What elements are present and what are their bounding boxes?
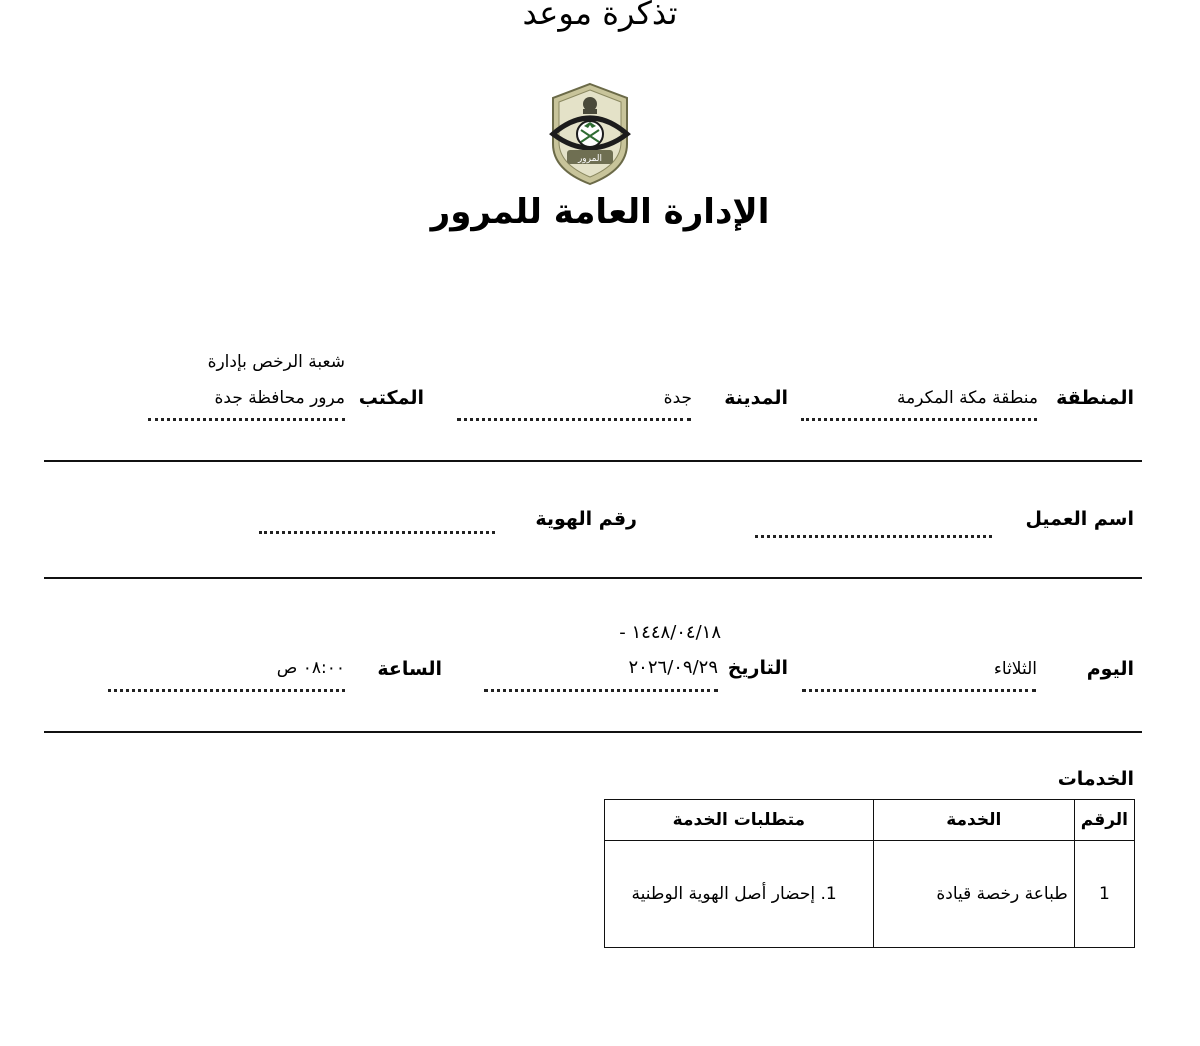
row-requirement: 1. إحضار أصل الهوية الوطنية [605,841,874,948]
client-name-label: اسم العميل [1025,508,1134,530]
document-title: تذكرة موعد [522,0,678,32]
day-value: الثلاثاء [993,659,1037,679]
section-divider-3 [44,731,1142,733]
date-hijri: ١٤٤٨/٠٤/١٨ - [619,622,721,643]
header-service: الخدمة [873,800,1074,841]
id-number-dotted-line [259,531,495,534]
region-value: منطقة مكة المكرمة [896,388,1038,408]
section-divider-2 [44,577,1142,579]
region-dotted-line [801,418,1037,421]
traffic-department-logo [547,82,633,186]
agency-name: الإدارة العامة للمرور [430,192,770,232]
day-label: اليوم [1086,658,1134,680]
region-label: المنطقة [1056,387,1134,409]
section-divider-1 [44,460,1142,462]
row-number: 1 [1074,841,1134,948]
header-requirements: متطلبات الخدمة [605,800,874,841]
table-row [605,841,1135,948]
svg-text:المرور: المرور [577,154,603,164]
time-label: الساعة [377,658,442,680]
city-value: جدة [663,388,692,408]
date-label: التاريخ [727,657,788,679]
header-number: الرقم [1074,800,1134,841]
day-dotted-line [802,689,1036,692]
time-value: ٠٨:٠٠ ص [276,658,345,678]
office-value-line2: مرور محافظة جدة [214,388,345,408]
services-table [604,799,1135,948]
office-dotted-line [148,418,345,421]
city-label: المدينة [724,387,788,409]
client-name-dotted-line [755,535,992,538]
date-gregorian: ٢٠٢٦/٠٩/٢٩ [628,657,718,678]
time-dotted-line [108,689,345,692]
row-service: طباعة رخصة قيادة [873,841,1074,948]
date-dotted-line [484,689,718,692]
city-dotted-line [457,418,691,421]
id-number-label: رقم الهوية [535,508,637,530]
office-value-line1: شعبة الرخص بإدارة [207,352,345,372]
services-table-header [605,800,1135,841]
office-label: المكتب [358,387,424,409]
services-section-title: الخدمات [1057,768,1134,790]
